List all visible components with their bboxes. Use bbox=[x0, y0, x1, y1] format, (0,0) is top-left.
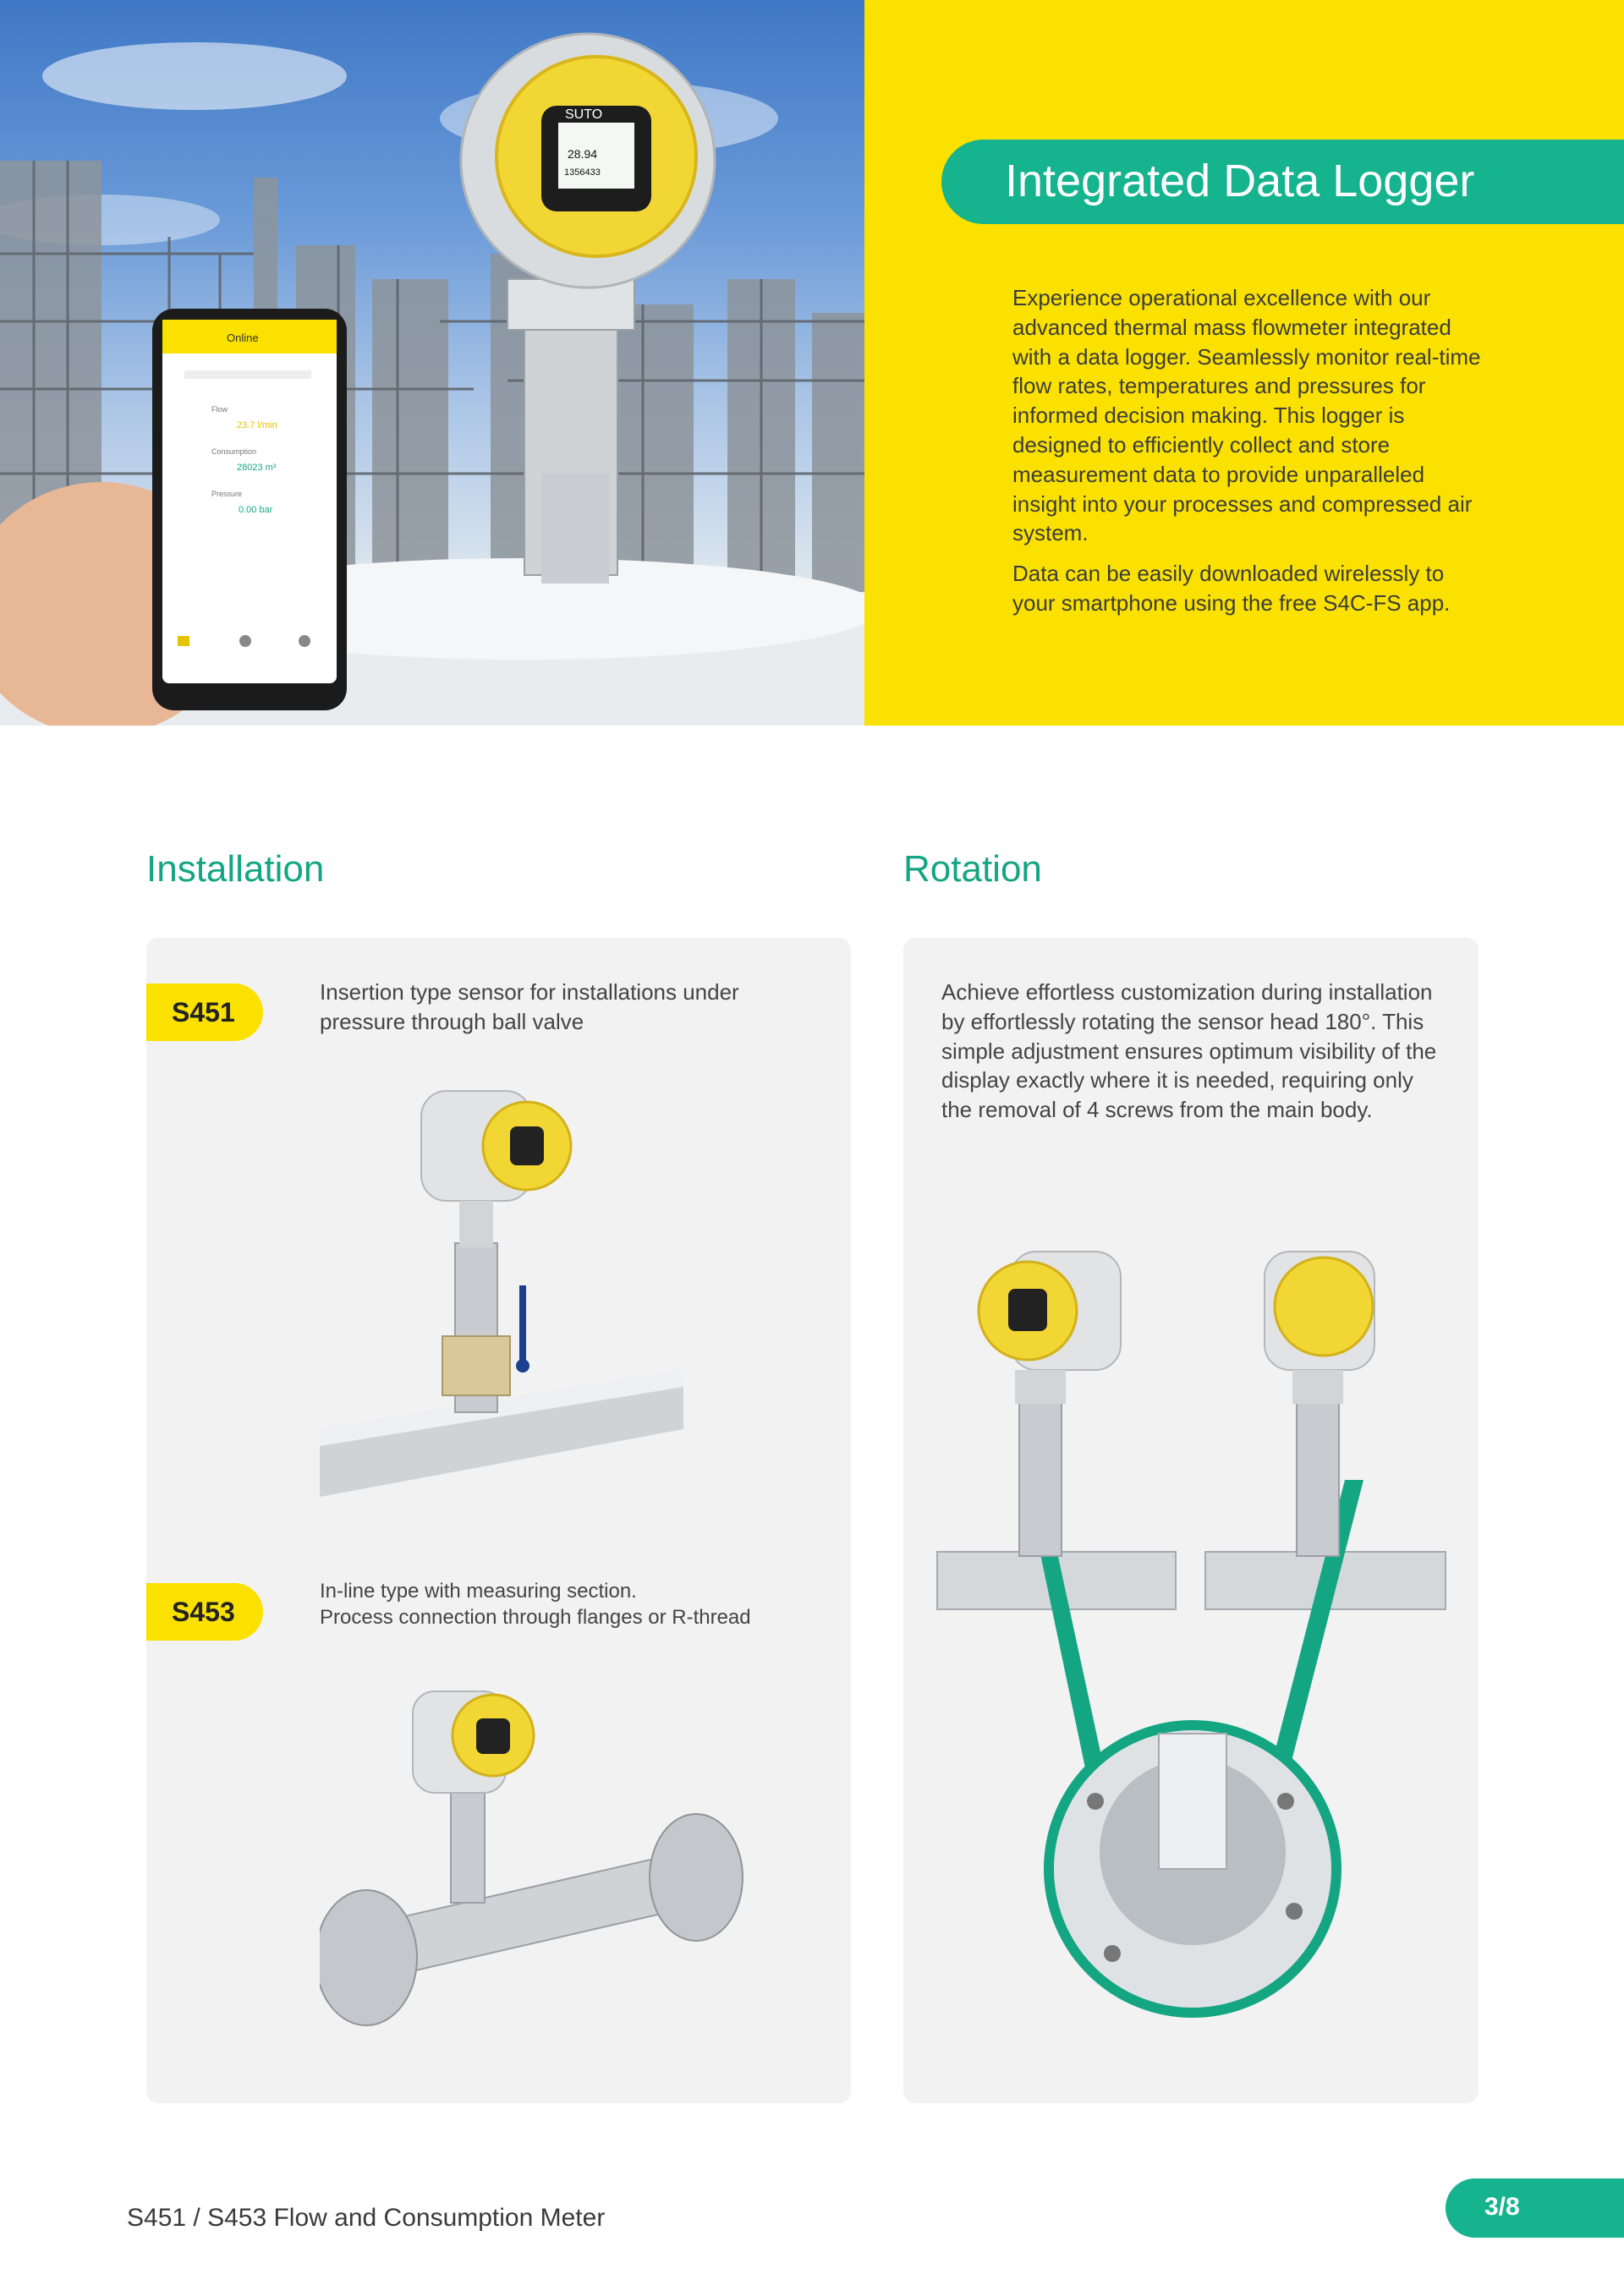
s451-description: Insertion type sensor for installations under pressure through ball valve bbox=[320, 979, 739, 1034]
footer-product-name: S451 / S453 Flow and Consumption Meter bbox=[127, 2204, 606, 2232]
s453-description-line-2: Process connection through flanges or R-thread bbox=[320, 1606, 751, 1629]
device-reading-1: 28.94 bbox=[568, 147, 598, 161]
s451-product-image bbox=[320, 1082, 683, 1497]
smartphone-image bbox=[152, 309, 347, 710]
rotation-heading: Rotation bbox=[903, 848, 1042, 890]
s453-description-line-1: In-line type with measuring section. bbox=[320, 1580, 637, 1603]
rotation-description: Achieve effortless customization during installation by effortlessly rotating the sensor head 180°. This simple adjustment ensures optimum visibility of the display exactly where it is needed, requiring only the removal of 4 screws from the main body. bbox=[941, 979, 1437, 1123]
hero-paragraph-1: Experience operational excellence with our advanced thermal mass flowmeter integrated with a data logger. Seamlessly monitor real-time flow rates, temperatures and pressures for informed decision making. This logger is designed to efficiently collect and store measurement data to provide unparalleled insight into your processes and compressed air system. bbox=[1012, 285, 1481, 546]
phone-pressure-label: Pressure bbox=[211, 490, 243, 498]
model-badge-s451: S451 bbox=[146, 984, 263, 1041]
phone-pressure-value: 0.00 bar bbox=[239, 505, 273, 515]
rotation-illustration bbox=[930, 1243, 1455, 2021]
installation-heading: Installation bbox=[146, 848, 325, 890]
page-number: 3/8 bbox=[1484, 2193, 1520, 2221]
phone-flow-label: Flow bbox=[211, 405, 228, 414]
hero-photo bbox=[0, 0, 864, 726]
page-title: Integrated Data Logger bbox=[1005, 156, 1475, 206]
phone-status: Online bbox=[227, 332, 259, 344]
s453-product-image bbox=[320, 1683, 760, 2055]
phone-consumption-value: 28023 m³ bbox=[237, 463, 277, 473]
phone-flow-value: 23.7 l/min bbox=[237, 420, 277, 430]
model-badge-s453: S453 bbox=[146, 1583, 263, 1641]
page-number-badge bbox=[1446, 2178, 1624, 2238]
device-brand: SUTO bbox=[565, 107, 603, 122]
title-banner bbox=[941, 140, 1624, 224]
hero-paragraph-2: Data can be easily downloaded wirelessly to your smartphone using the free S4C-FS app. bbox=[1012, 561, 1451, 616]
device-reading-2: 1356433 bbox=[564, 167, 601, 178]
phone-consumption-label: Consumption bbox=[211, 447, 257, 456]
industrial-plant-illustration bbox=[0, 0, 864, 726]
